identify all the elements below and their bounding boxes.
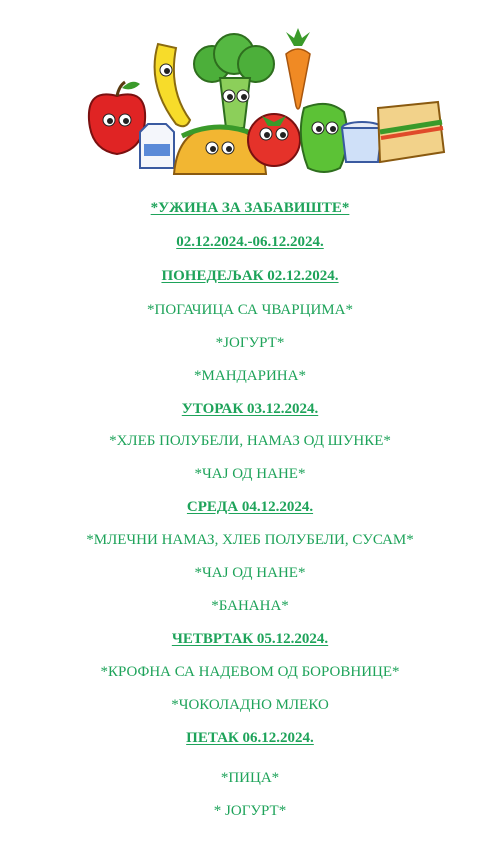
menu-item: *МАНДАРИНА* (194, 368, 306, 384)
menu-item: *ЧАЈ ОД НАНЕ* (194, 565, 306, 581)
day-heading-thursday: ЧЕТВРТАК 05.12.2024. (171, 631, 329, 647)
menu-item: *ХЛЕБ ПОЛУБЕЛИ, НАМАЗ ОД ШУНКЕ* (109, 433, 391, 449)
menu-item: *ПИЦА* (220, 770, 280, 786)
day-heading-wednesday: СРЕДА 04.12.2024. (186, 499, 314, 515)
day-heading-tuesday: УТОРАК 03.12.2024. (181, 401, 319, 417)
menu-item: *МЛЕЧНИ НАМАЗ, ХЛЕБ ПОЛУБЕЛИ, СУСАМ* (86, 532, 414, 548)
milk-carton-icon (140, 124, 174, 168)
pepper-icon (301, 104, 347, 172)
menu-item: *ЈОГУРТ* (215, 335, 285, 351)
broccoli-icon (194, 34, 274, 128)
carrot-icon (286, 28, 310, 109)
menu-title: *УЖИНА ЗА ЗАБАВИШТЕ* (150, 200, 350, 216)
food-characters-illustration (62, 24, 452, 180)
apple-icon (89, 82, 145, 154)
tomato-icon (248, 114, 300, 166)
day-heading-monday: ПОНЕДЕЉАК 02.12.2024. (161, 268, 339, 284)
yogurt-cup-icon (342, 122, 382, 162)
day-heading-friday: ПЕТАК 06.12.2024. (186, 730, 314, 746)
menu-item: *ПОГАЧИЦА СА ЧВАРЦИМА* (147, 302, 353, 318)
menu-item: *БАНАНА* (211, 598, 289, 614)
menu-item: * ЈОГУРТ* (213, 803, 287, 819)
date-range: 02.12.2024.-06.12.2024. (176, 234, 324, 250)
sandwich-icon (378, 102, 444, 162)
menu-item: *КРОФНА СА НАДЕВОМ ОД БОРОВНИЦЕ* (100, 664, 400, 680)
menu-item: *ЧАЈ ОД НАНЕ* (194, 466, 306, 482)
banana-icon (155, 44, 190, 126)
menu-item: *ЧОКОЛАДНО МЛЕКО (171, 697, 329, 713)
